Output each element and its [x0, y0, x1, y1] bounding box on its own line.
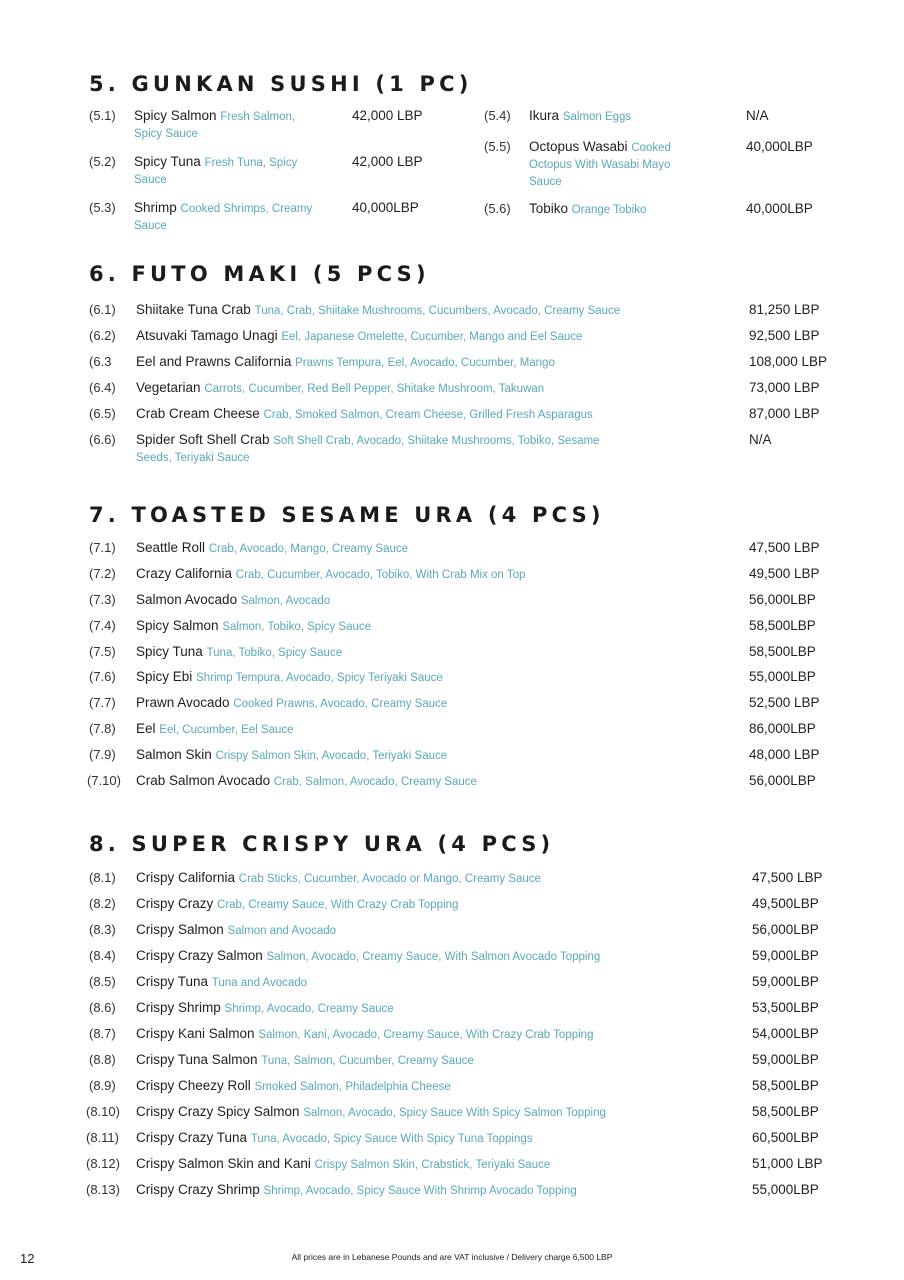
item-ingredients: Salmon, Tobiko, Spicy Sauce — [222, 621, 372, 633]
item-price: 40,000LBP — [746, 139, 813, 154]
item-name: Spicy Salmon — [136, 618, 219, 633]
item-description — [136, 773, 696, 790]
menu-item — [89, 896, 849, 916]
item-description — [136, 870, 696, 887]
item-description — [136, 618, 696, 635]
item-number: (7.1) — [89, 540, 116, 555]
item-price: 42,000 LBP — [352, 108, 423, 123]
item-description — [134, 200, 314, 234]
menu-item — [89, 302, 849, 322]
item-number: (8.5) — [89, 974, 116, 989]
item-description — [136, 896, 696, 913]
item-price: 42,000 LBP — [352, 154, 423, 169]
item-description — [136, 302, 696, 319]
item-ingredients: Cooked Octopus With Wasabi Mayo Sauce — [529, 142, 671, 188]
item-ingredients: Shrimp Tempura, Avocado, Spicy Teriyaki Sauce — [196, 672, 443, 684]
item-number: (8.8) — [89, 1052, 116, 1067]
item-ingredients: Crab Sticks, Cucumber, Avocado or Mango, Creamy Sauce — [238, 873, 541, 885]
item-ingredients: Eel, Cucumber, Eel Sauce — [159, 724, 294, 736]
item-description — [136, 922, 696, 939]
item-number: (7.6) — [89, 669, 116, 684]
menu-item — [89, 922, 849, 942]
item-name: Crispy Shrimp — [136, 1000, 221, 1015]
item-ingredients: Crab, Cucumber, Avocado, Tobiko, With Crab Mix on Top — [235, 569, 526, 581]
menu-item — [89, 592, 849, 612]
item-description — [136, 1026, 696, 1043]
item-description — [136, 1078, 696, 1095]
item-name: Seattle Roll — [136, 540, 206, 555]
menu-item — [89, 328, 849, 348]
item-number: (7.2) — [89, 566, 116, 581]
item-ingredients: Salmon, Avocado, Spicy Sauce With Spicy Salmon Topping — [303, 1107, 606, 1119]
item-name: Crispy Kani Salmon — [136, 1026, 255, 1041]
item-price: 49,500LBP — [752, 896, 819, 911]
item-name: Tobiko — [529, 201, 569, 216]
menu-item — [89, 644, 849, 664]
item-price: 47,500 LBP — [752, 870, 823, 885]
item-number: (5.1) — [89, 108, 116, 123]
item-name: Spicy Tuna — [136, 644, 203, 659]
item-price: 92,500 LBP — [749, 328, 820, 343]
section-title-toasted-sesame-ura: 7. TOASTED SESAME URA (4 PCS) — [89, 503, 605, 527]
menu-item — [89, 1000, 849, 1020]
item-number: (5.5) — [484, 139, 511, 154]
item-price: 40,000LBP — [746, 201, 813, 216]
menu-item — [89, 108, 449, 142]
item-price: 58,500LBP — [749, 644, 816, 659]
item-price: 60,500LBP — [752, 1130, 819, 1145]
item-name: Salmon Skin — [136, 747, 212, 762]
section-title-futo-maki: 6. FUTO MAKI (5 PCS) — [89, 262, 430, 286]
menu-item — [89, 1026, 849, 1046]
item-name: Crispy Tuna — [136, 974, 209, 989]
item-ingredients: Tuna, Salmon, Cucumber, Creamy Sauce — [261, 1055, 474, 1067]
item-number: (7.4) — [89, 618, 116, 633]
menu-item — [89, 721, 849, 741]
item-description — [529, 139, 699, 190]
item-number: (8.4) — [89, 948, 116, 963]
item-name: Salmon Avocado — [136, 592, 238, 607]
menu-item — [89, 406, 849, 426]
menu-item — [89, 974, 849, 994]
menu-item — [89, 1078, 849, 1098]
menu-item — [86, 1104, 849, 1124]
item-number: (6.5) — [89, 406, 116, 421]
item-price: 54,000LBP — [752, 1026, 819, 1041]
item-description — [136, 974, 696, 991]
item-ingredients: Crispy Salmon Skin, Crabstick, Teriyaki Sauce — [314, 1159, 551, 1171]
item-description — [136, 566, 696, 583]
item-description — [136, 380, 696, 397]
item-ingredients: Soft Shell Crab, Avocado, Shiitake Mushrooms, Tobiko, Sesame Seeds, Teriyaki Sauce — [136, 435, 600, 464]
item-price: 56,000LBP — [749, 592, 816, 607]
item-description — [136, 592, 696, 609]
item-description — [136, 406, 696, 423]
item-price: 59,000LBP — [752, 1052, 819, 1067]
menu-item — [89, 747, 849, 767]
menu-item — [89, 540, 849, 560]
menu-item — [89, 354, 849, 374]
item-price: N/A — [746, 108, 769, 123]
menu-item — [89, 669, 849, 689]
item-number: (8.12) — [86, 1156, 120, 1171]
item-ingredients: Tuna, Tobiko, Spicy Sauce — [206, 647, 343, 659]
item-description — [136, 695, 696, 712]
item-name: Crispy Tuna Salmon — [136, 1052, 258, 1067]
item-name: Crispy Salmon — [136, 922, 224, 937]
item-number: (7.5) — [89, 644, 116, 659]
item-number: (5.6) — [484, 201, 511, 216]
item-price: 56,000LBP — [749, 773, 816, 788]
item-description — [136, 1156, 706, 1173]
item-name: Spicy Ebi — [136, 669, 193, 684]
page-number: 12 — [20, 1251, 35, 1266]
item-price: 58,500LBP — [752, 1104, 819, 1119]
menu-item — [86, 1156, 849, 1176]
item-ingredients: Fresh Salmon, Spicy Sauce — [134, 111, 296, 140]
item-number: (7.7) — [89, 695, 116, 710]
item-number: (5.4) — [484, 108, 511, 123]
item-ingredients: Crab, Salmon, Avocado, Creamy Sauce — [273, 776, 477, 788]
section-title-gunkan-sushi: 5. GUNKAN SUSHI (1 PC) — [89, 72, 473, 96]
item-number: (8.10) — [86, 1104, 120, 1119]
item-price: 53,500LBP — [752, 1000, 819, 1015]
item-number: (8.7) — [89, 1026, 116, 1041]
item-ingredients: Shrimp, Avocado, Spicy Sauce With Shrimp Avocado Topping — [263, 1185, 577, 1197]
item-description — [136, 1104, 706, 1121]
item-price: 73,000 LBP — [749, 380, 820, 395]
menu-item — [89, 432, 849, 468]
item-ingredients: Carrots, Cucumber, Red Bell Pepper, Shitake Mushroom, Takuwan — [204, 383, 545, 395]
menu-item — [89, 200, 449, 234]
item-name: Shiitake Tuna Crab — [136, 302, 251, 317]
item-price: 40,000LBP — [352, 200, 419, 215]
item-description — [136, 432, 606, 466]
item-price: 56,000LBP — [752, 922, 819, 937]
item-description — [136, 1130, 706, 1147]
item-number: (8.11) — [86, 1130, 119, 1145]
menu-item — [86, 1130, 849, 1150]
item-name: Shrimp — [134, 200, 177, 215]
item-description — [136, 644, 696, 661]
item-price: 49,500 LBP — [749, 566, 820, 581]
item-price: 52,500 LBP — [749, 695, 820, 710]
menu-item — [484, 201, 844, 221]
item-price: 86,000LBP — [749, 721, 816, 736]
item-description — [136, 721, 696, 738]
item-ingredients: Salmon and Avocado — [227, 925, 337, 937]
item-number: (6.3 — [89, 354, 112, 369]
menu-item — [89, 695, 849, 715]
menu-item — [89, 948, 849, 968]
item-number: (8.2) — [89, 896, 116, 911]
item-price: N/A — [749, 432, 772, 447]
item-ingredients: Orange Tobiko — [571, 204, 647, 216]
item-number: (6.2) — [89, 328, 116, 343]
item-name: Spicy Salmon — [134, 108, 217, 123]
item-number: (6.6) — [89, 432, 116, 447]
item-name: Spicy Tuna — [134, 154, 201, 169]
item-description — [136, 747, 696, 764]
item-ingredients: Salmon, Avocado — [240, 595, 331, 607]
item-ingredients: Salmon, Avocado, Creamy Sauce, With Salmon Avocado Topping — [266, 951, 601, 963]
menu-item — [89, 566, 849, 586]
item-ingredients: Tuna, Crab, Shiitake Mushrooms, Cucumbers, Avocado, Creamy Sauce — [254, 305, 621, 317]
item-ingredients: Tuna, Avocado, Spicy Sauce With Spicy Tuna Toppings — [250, 1133, 533, 1145]
item-name: Crispy Salmon Skin and Kani — [136, 1156, 311, 1171]
item-description — [136, 1182, 706, 1199]
item-number: (6.4) — [89, 380, 116, 395]
item-description — [136, 540, 696, 557]
item-price: 48,000 LBP — [749, 747, 820, 762]
item-number: (7.10) — [87, 773, 121, 788]
item-ingredients: Cooked Shrimps, Creamy Sauce — [134, 203, 313, 232]
item-name: Crispy California — [136, 870, 236, 885]
item-name: Spider Soft Shell Crab — [136, 432, 270, 447]
item-number: (7.8) — [89, 721, 116, 736]
item-number: (8.13) — [86, 1182, 120, 1197]
item-description — [136, 328, 696, 345]
item-name: Crispy Crazy Salmon — [136, 948, 263, 963]
item-price: 47,500 LBP — [749, 540, 820, 555]
item-ingredients: Salmon, Kani, Avocado, Creamy Sauce, With Crazy Crab Topping — [258, 1029, 594, 1041]
item-description — [134, 108, 314, 142]
item-name: Atsuvaki Tamago Unagi — [136, 328, 278, 343]
item-ingredients: Cooked Prawns, Avocado, Creamy Sauce — [233, 698, 448, 710]
item-price: 108,000 LBP — [749, 354, 828, 369]
item-description — [134, 154, 314, 188]
item-number: (8.3) — [89, 922, 116, 937]
item-description — [136, 669, 696, 686]
item-name: Eel — [136, 721, 156, 736]
item-number: (5.3) — [89, 200, 116, 215]
menu-item — [89, 618, 849, 638]
item-ingredients: Crab, Avocado, Mango, Creamy Sauce — [208, 543, 409, 555]
item-description — [529, 201, 699, 218]
menu-item — [89, 870, 849, 890]
menu-item — [484, 139, 844, 189]
item-name: Crispy Cheezy Roll — [136, 1078, 251, 1093]
item-price: 58,500LBP — [749, 618, 816, 633]
item-number: (5.2) — [89, 154, 116, 169]
item-description — [136, 1000, 696, 1017]
item-name: Crab Salmon Avocado — [136, 773, 271, 788]
item-description — [136, 354, 696, 371]
item-price: 81,250 LBP — [749, 302, 820, 317]
menu-item — [89, 380, 849, 400]
item-ingredients: Smoked Salmon, Philadelphia Cheese — [254, 1081, 451, 1093]
item-ingredients: Fresh Tuna, Spicy Sauce — [134, 157, 298, 186]
footer-note: All prices are in Lebanese Pounds and are VAT inclusive / Delivery charge 6,500 LBP — [291, 1252, 613, 1262]
item-description — [136, 948, 696, 965]
menu-item — [89, 1052, 849, 1072]
menu-item — [87, 773, 849, 793]
item-name: Vegetarian — [136, 380, 201, 395]
section-title-super-crispy-ura: 8. SUPER CRISPY URA (4 PCS) — [89, 832, 555, 856]
item-name: Crispy Crazy Tuna — [136, 1130, 248, 1145]
menu-item — [86, 1182, 849, 1202]
item-ingredients: Crab, Creamy Sauce, With Crazy Crab Topping — [217, 899, 459, 911]
item-description — [136, 1052, 696, 1069]
item-number: (7.9) — [89, 747, 116, 762]
item-number: (8.6) — [89, 1000, 116, 1015]
item-price: 51,000 LBP — [752, 1156, 823, 1171]
item-ingredients: Eel, Japanese Omelette, Cucumber, Mango and Eel Sauce — [281, 331, 583, 343]
item-number: (7.3) — [89, 592, 116, 607]
menu-item — [484, 108, 844, 142]
item-ingredients: Salmon Eggs — [562, 111, 632, 123]
item-price: 87,000 LBP — [749, 406, 820, 421]
item-name: Ikura — [529, 108, 560, 123]
item-name: Crispy Crazy Spicy Salmon — [136, 1104, 300, 1119]
item-ingredients: Prawns Tempura, Eel, Avocado, Cucumber, Mango — [295, 357, 555, 369]
item-ingredients: Crab, Smoked Salmon, Cream Cheese, Grilled Fresh Asparagus — [263, 409, 593, 421]
item-name: Crispy Crazy Shrimp — [136, 1182, 260, 1197]
item-name: Eel and Prawns California — [136, 354, 292, 369]
item-price: 59,000LBP — [752, 974, 819, 989]
item-price: 58,500LBP — [752, 1078, 819, 1093]
item-name: Prawn Avocado — [136, 695, 230, 710]
item-ingredients: Shrimp, Avocado, Creamy Sauce — [224, 1003, 394, 1015]
item-description — [529, 108, 699, 125]
item-ingredients: Tuna and Avocado — [211, 977, 308, 989]
item-ingredients: Crispy Salmon Skin, Avocado, Teriyaki Sauce — [215, 750, 448, 762]
item-name: Crispy Crazy — [136, 896, 214, 911]
item-name: Crab Cream Cheese — [136, 406, 260, 421]
item-name: Octopus Wasabi — [529, 139, 628, 154]
item-price: 55,000LBP — [752, 1182, 819, 1197]
item-price: 55,000LBP — [749, 669, 816, 684]
item-name: Crazy California — [136, 566, 233, 581]
item-number: (6.1) — [89, 302, 116, 317]
item-number: (8.9) — [89, 1078, 116, 1093]
item-price: 59,000LBP — [752, 948, 819, 963]
item-number: (8.1) — [89, 870, 116, 885]
menu-item — [89, 154, 449, 188]
